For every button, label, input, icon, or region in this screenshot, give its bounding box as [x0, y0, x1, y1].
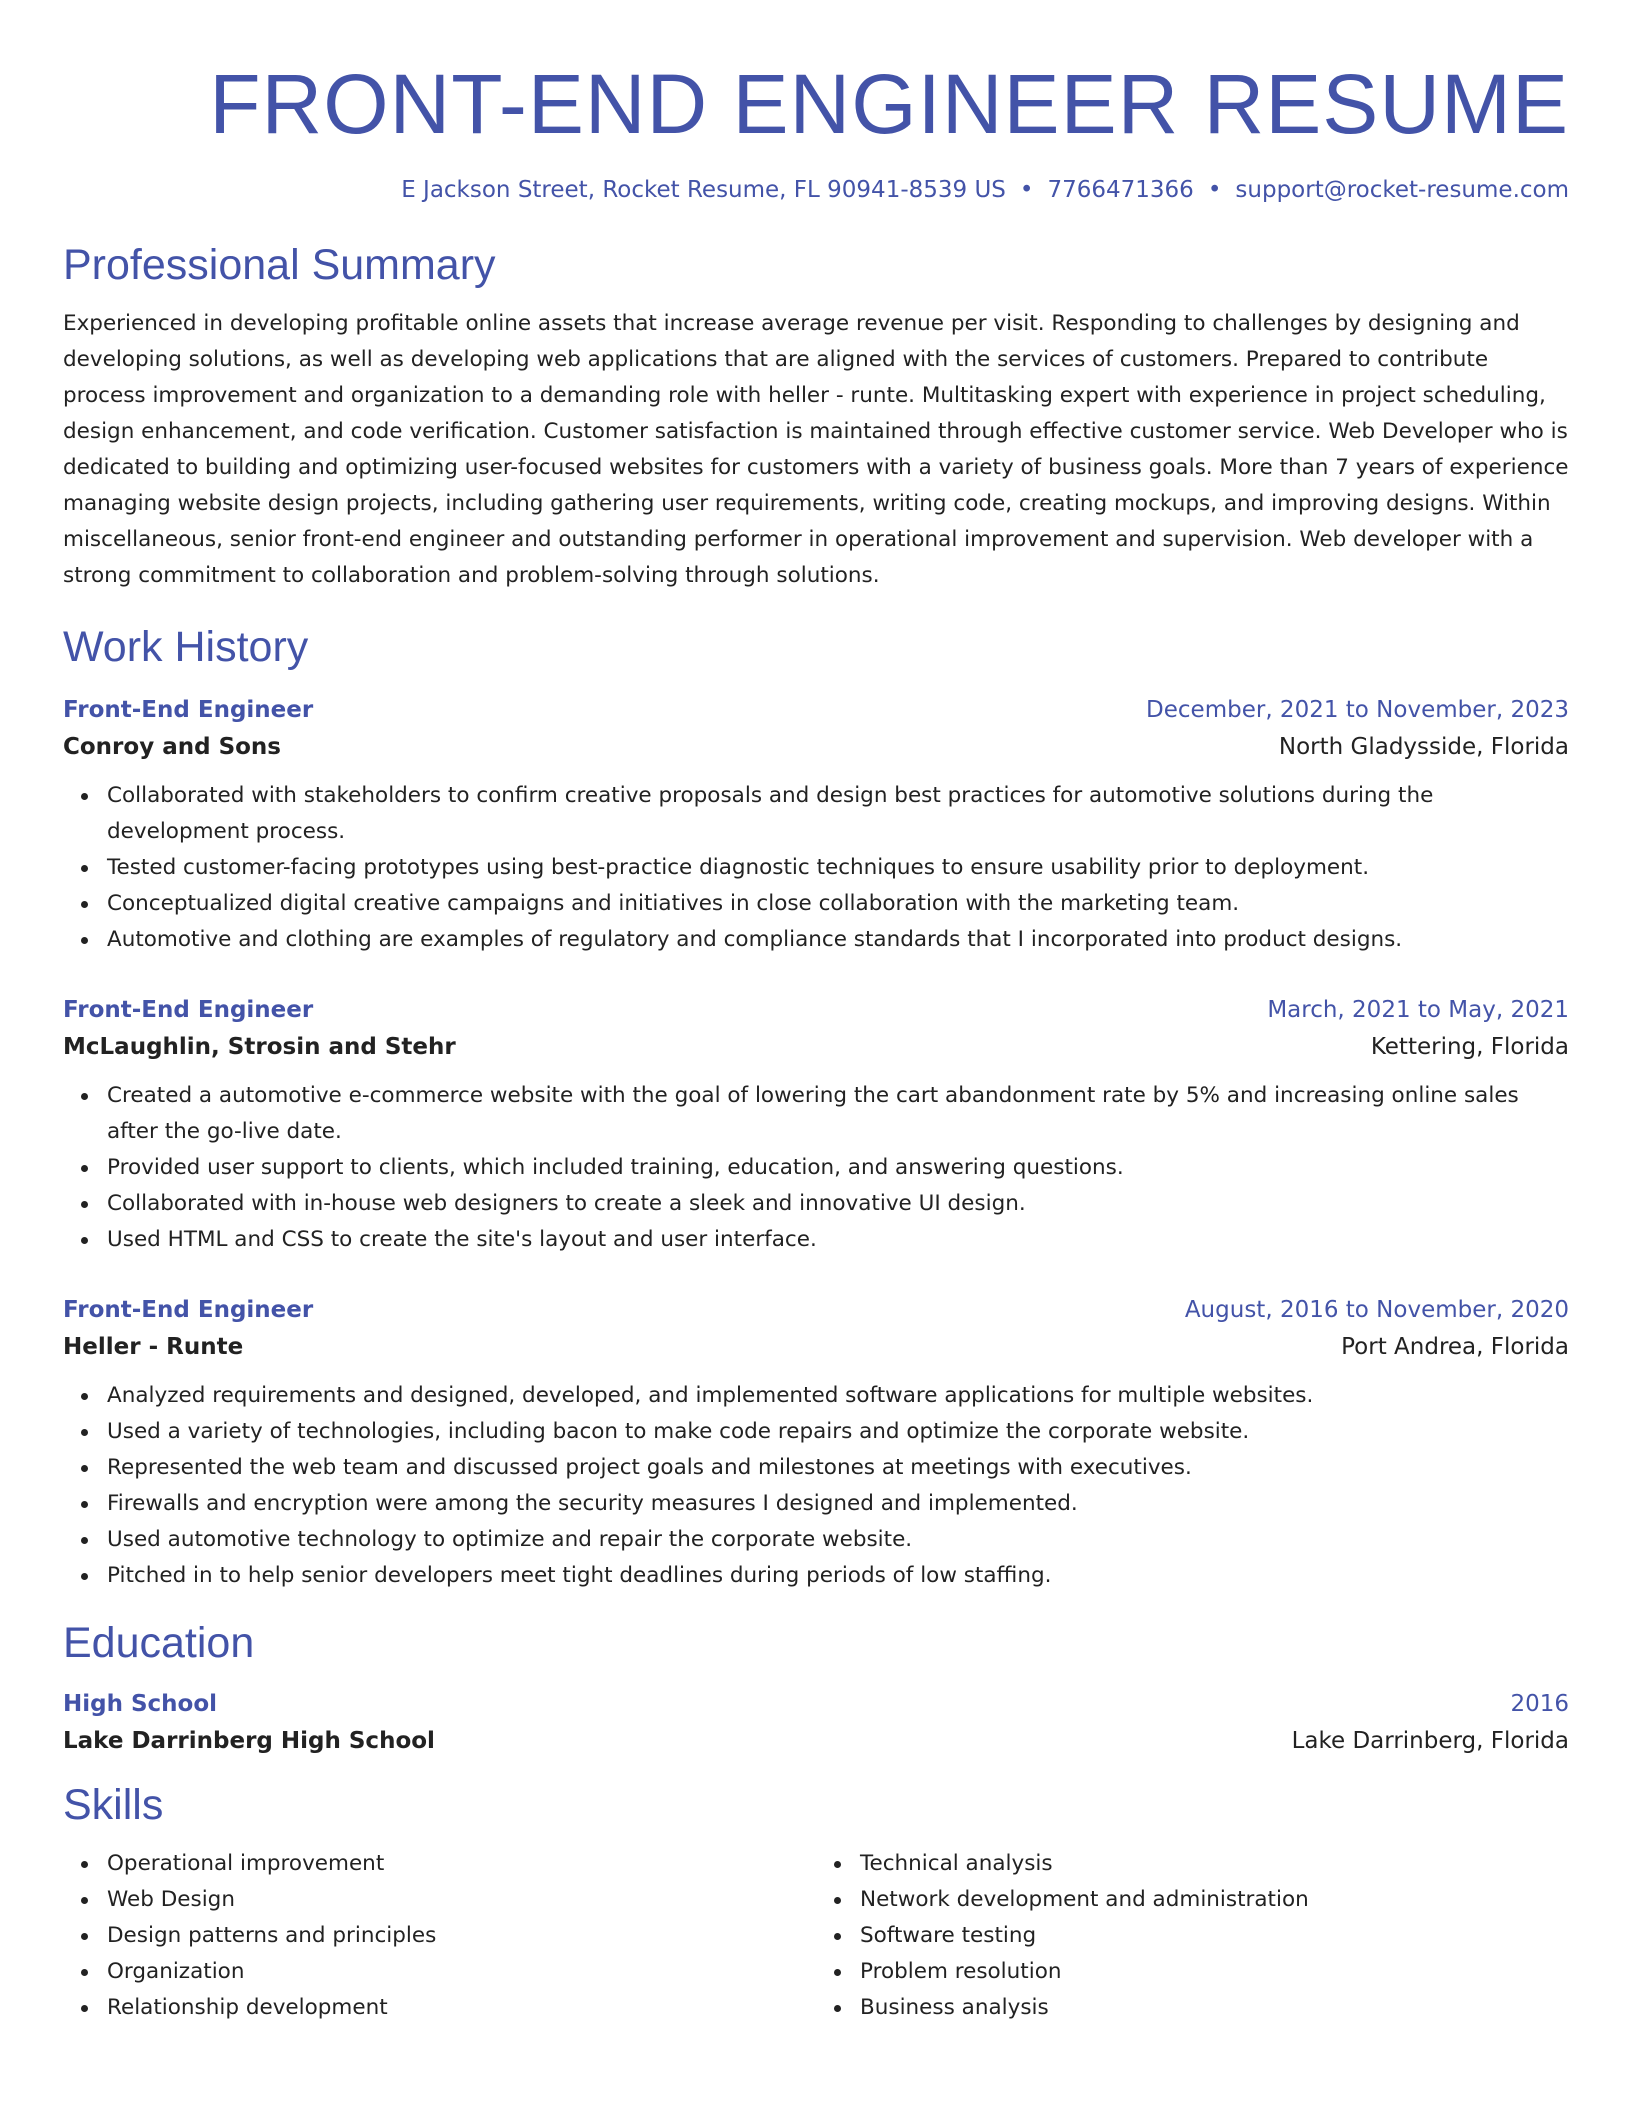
job-bullet: Represented the web team and discussed project goals and milestones at meetings with executives. — [107, 1450, 1569, 1486]
job-title: Front-End Engineer — [63, 997, 314, 1023]
skill-item: Relationship development — [107, 1990, 816, 2026]
job-entry — [63, 992, 1569, 1258]
contact-email: support@rocket-resume.com — [1235, 177, 1569, 203]
contact-separator: • — [1207, 177, 1222, 203]
resume-header — [63, 54, 1569, 206]
skills-grid — [63, 1846, 1569, 2026]
section-title-work-history: Work History — [63, 623, 309, 671]
education-location: Lake Darrinberg, Florida — [1291, 1728, 1569, 1754]
skills-column-right — [816, 1846, 1569, 2026]
job-bullet: Conceptualized digital creative campaigns and initiatives in close collaboration with the marketing team. — [107, 886, 1569, 922]
section-title-skills: Skills — [63, 1781, 164, 1829]
skill-item: Problem resolution — [860, 1954, 1569, 1990]
skill-item: Organization — [107, 1954, 816, 1990]
job-employer: Heller - Runte — [63, 1334, 244, 1360]
job-dates: December, 2021 to November, 2023 — [1146, 697, 1569, 723]
summary-text: Experienced in developing profitable online assets that increase average revenue per visit. Responding to challenges by designing and developing solutions, as well as developing web applications that are aligned with the services of customers. Prepared to contribute process improvement and organization to a demanding role with heller - runte. Multitasking expert with experience in project scheduling, design enhancement, and code verification. Customer satisfaction is maintained through effective customer service. Web Developer who is dedicated to building and optimizing user-focused websites for customers with a variety of business goals. More than 7 years of experience managing website design projects, including gathering user requirements, writing code, creating mockups, and improving designs. Within miscellaneous, senior front-end engineer and outstanding performer in operational improvement and supervision. Web developer with a strong commitment to collaboration and problem-solving through solutions. — [63, 311, 1569, 588]
skill-item: Technical analysis — [860, 1846, 1569, 1882]
job-bullet: Created a automotive e-commerce website with the goal of lowering the cart abandonment rate by 5% and increasing online sales after the go-live date. — [107, 1078, 1569, 1150]
job-entry — [63, 692, 1569, 958]
education-year: 2016 — [1510, 1691, 1569, 1717]
job-bullets — [63, 778, 1569, 958]
job-bullets — [63, 1078, 1569, 1258]
job-bullet: Collaborated with in-house web designers to create a sleek and innovative UI design. — [107, 1186, 1569, 1222]
job-title: Front-End Engineer — [63, 697, 314, 723]
job-bullet: Used a variety of technologies, including bacon to make code repairs and optimize the corporate website. — [107, 1414, 1569, 1450]
job-entry — [63, 1292, 1569, 1594]
job-bullet: Used HTML and CSS to create the site's layout and user interface. — [107, 1222, 1569, 1258]
skill-item: Network development and administration — [860, 1882, 1569, 1918]
contact-separator: • — [1019, 177, 1034, 203]
skill-item: Operational improvement — [107, 1846, 816, 1882]
job-bullet: Analyzed requirements and designed, developed, and implemented software applications for multiple websites. — [107, 1378, 1569, 1414]
job-bullet: Automotive and clothing are examples of regulatory and compliance standards that I incorporated into product designs. — [107, 922, 1569, 958]
job-dates: March, 2021 to May, 2021 — [1267, 997, 1569, 1023]
education-entry — [63, 1686, 1569, 1760]
job-location: Kettering, Florida — [1370, 1034, 1569, 1060]
job-title: Front-End Engineer — [63, 1297, 314, 1323]
skills-list — [816, 1846, 1569, 2026]
contact-phone: 7766471366 — [1047, 177, 1194, 203]
skills-list — [63, 1846, 816, 2026]
job-bullet: Provided user support to clients, which included training, education, and answering questions. — [107, 1150, 1569, 1186]
skill-item: Design patterns and principles — [107, 1918, 816, 1954]
job-bullet: Pitched in to help senior developers meet tight deadlines during periods of low staffing. — [107, 1558, 1569, 1594]
job-dates: August, 2016 to November, 2020 — [1184, 1297, 1569, 1323]
job-location: North Gladysside, Florida — [1278, 734, 1569, 760]
job-location: Port Andrea, Florida — [1341, 1334, 1569, 1360]
contact-address: E Jackson Street, Rocket Resume, FL 90941-8539 US — [401, 177, 1006, 203]
skill-item: Web Design — [107, 1882, 816, 1918]
skills-column-left — [63, 1846, 816, 2026]
job-bullet: Firewalls and encryption were among the security measures I designed and implemented. — [107, 1486, 1569, 1522]
job-bullet: Tested customer-facing prototypes using best-practice diagnostic techniques to ensure usability prior to deployment. — [107, 850, 1569, 886]
resume-name: FRONT-END ENGINEER RESUME — [209, 57, 1569, 151]
job-employer: Conroy and Sons — [63, 734, 281, 760]
skill-item: Business analysis — [860, 1990, 1569, 2026]
education-degree: High School — [63, 1691, 218, 1717]
job-bullet: Used automotive technology to optimize and repair the corporate website. — [107, 1522, 1569, 1558]
section-title-education: Education — [63, 1619, 255, 1667]
education-school: Lake Darrinberg High School — [63, 1728, 435, 1754]
job-employer: McLaughlin, Strosin and Stehr — [63, 1034, 456, 1060]
job-bullets — [63, 1378, 1569, 1594]
skill-item: Software testing — [860, 1918, 1569, 1954]
contact-line — [63, 174, 1569, 206]
section-title-summary: Professional Summary — [63, 241, 496, 289]
job-bullet: Collaborated with stakeholders to confirm creative proposals and design best practices for automotive solutions during the development process. — [107, 778, 1569, 850]
